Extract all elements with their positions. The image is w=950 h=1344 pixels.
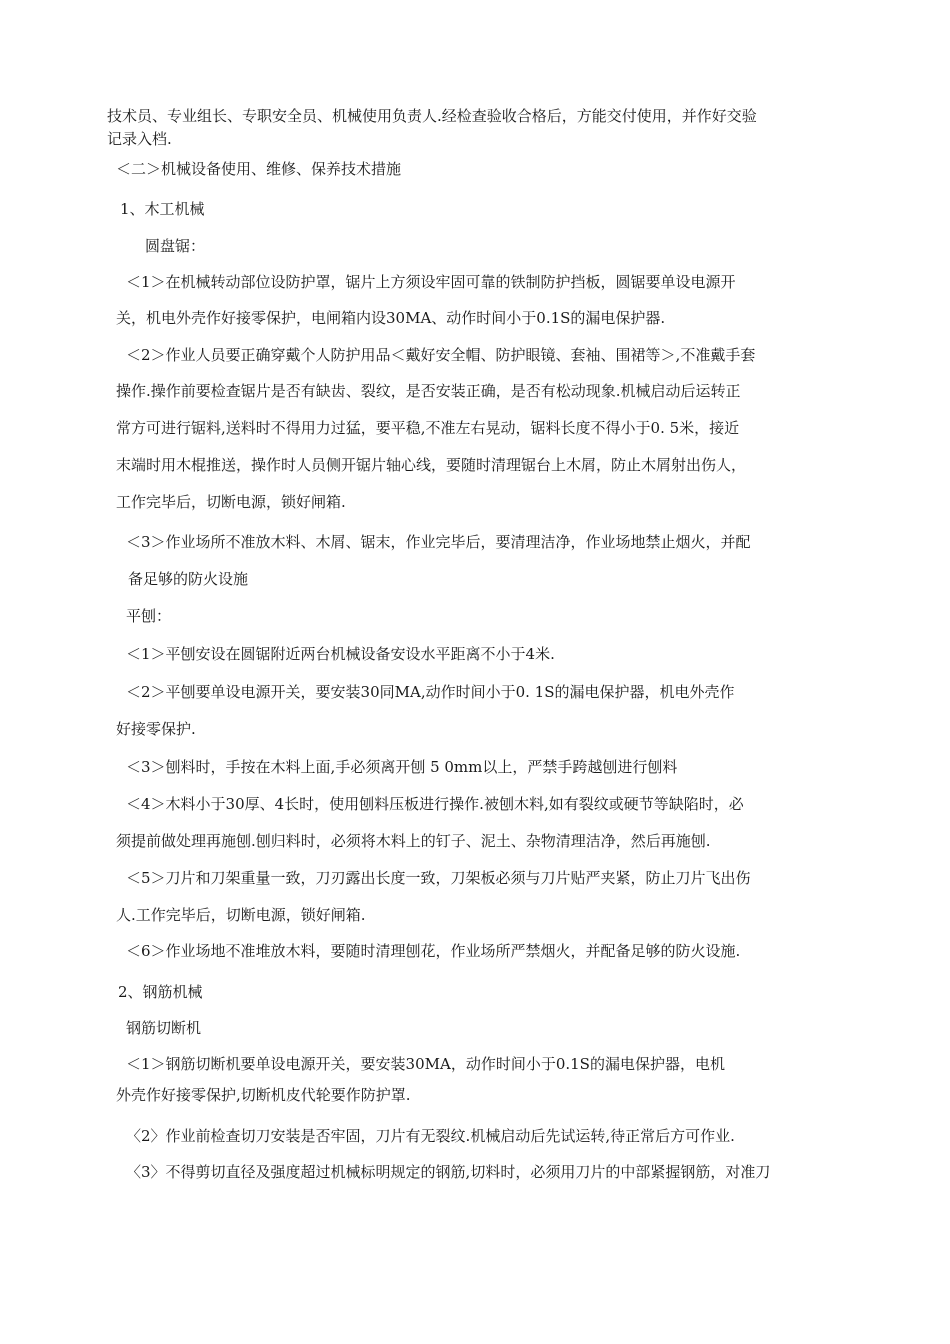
text-line: 〈2〉作业前检查切刀安装是否牢固，刀片有无裂纹.机械启动后先试运转,待正常后方可作业. [126, 1127, 735, 1145]
text-line: ＜4＞木料小于30厚、4长时，使用刨料压板进行操作.被刨木料,如有裂纹或硬节等缺陷时，必 [126, 795, 744, 813]
section-heading: ＜二＞机械设备使用、维修、保养技术措施 [116, 160, 402, 178]
text-line: 常方可进行锯料,送料时不得用力过猛，要平稳,不准左右晃动，锯料长度不得小于0. 5米，接近 [116, 419, 740, 437]
text-line: 技术员、专业组长、专职安全员、机械使用负责人.经检查验收合格后，方能交付使用，并作好交验 [107, 107, 757, 125]
text-line: 工作完毕后，切断电源，锁好闸箱. [116, 493, 346, 511]
subsection-heading: 2、钢筋机械 [118, 983, 203, 1001]
text-line: 关，机电外壳作好接零保护，电闸箱内设30MA、动作时间小于0.1S的漏电保护器. [116, 309, 666, 327]
subsection-heading: 1、木工机械 [120, 200, 205, 218]
text-line: ＜1＞在机械转动部位设防护罩，锯片上方须设牢固可靠的铁制防护挡板，圆锯要单设电源开 [126, 273, 736, 291]
item-heading: 平刨： [126, 607, 172, 625]
item-heading: 圆盘锯： [145, 237, 206, 255]
text-line: 好接零保护. [116, 720, 196, 738]
text-line: ＜6＞作业场地不准堆放木料，要随时清理刨花，作业场所严禁烟火，并配备足够的防火设施. [126, 942, 741, 960]
text-line: 须提前做处理再施刨.刨归料时，必须将木料上的钉子、泥土、杂物清理洁净，然后再施刨. [116, 832, 711, 850]
text-line: 末端时用木棍推送，操作时人员侧开锯片轴心线，要随时清理锯台上木屑，防止木屑射出伤人， [116, 456, 747, 474]
text-line: 人.工作完毕后，切断电源，锁好闸箱. [116, 906, 366, 924]
text-line: 记录入档. [107, 130, 172, 148]
text-line: ＜1＞钢筋切断机要单设电源开关，要安装30MA，动作时间小于0.1S的漏电保护器，电机 [126, 1055, 725, 1073]
text-line: 操作.操作前要检查锯片是否有缺齿、裂纹，是否安装正确，是否有松动现象.机械启动后运转正 [116, 382, 741, 400]
text-line: 备足够的防火设施 [128, 570, 249, 588]
text-line: ＜3＞刨料时，手按在木料上面,手必须离开刨 5 0mm以上，严禁手跨越刨进行刨料 [126, 758, 678, 776]
text-line: ＜3＞作业场所不准放木料、木屑、锯末，作业完毕后，要清理洁净，作业场地禁止烟火，并配 [126, 533, 751, 551]
text-line: ＜2＞平刨要单设电源开关，要安装30同MA,动作时间小于0. 1S的漏电保护器，机电外壳作 [126, 683, 735, 701]
text-line: ＜2＞作业人员要正确穿戴个人防护用品＜戴好安全帽、防护眼镜、套袖、围裙等＞,不准戴手套 [126, 346, 756, 364]
text-line: 〈3〉不得剪切直径及强度超过机械标明规定的钢筋,切料时，必须用刀片的中部紧握钢筋，对准刀 [126, 1163, 771, 1181]
text-line: 外壳作好接零保护,切断机皮代轮要作防护罩. [116, 1086, 411, 1104]
text-line: ＜1＞平刨安设在圆锯附近两台机械设备安设水平距离不小于4米. [126, 645, 555, 663]
text-line: ＜5＞刀片和刀架重量一致，刀刃露出长度一致，刀架板必须与刀片贴严夹紧，防止刀片飞出伤 [126, 869, 751, 887]
item-heading: 钢筋切断机 [126, 1019, 202, 1037]
